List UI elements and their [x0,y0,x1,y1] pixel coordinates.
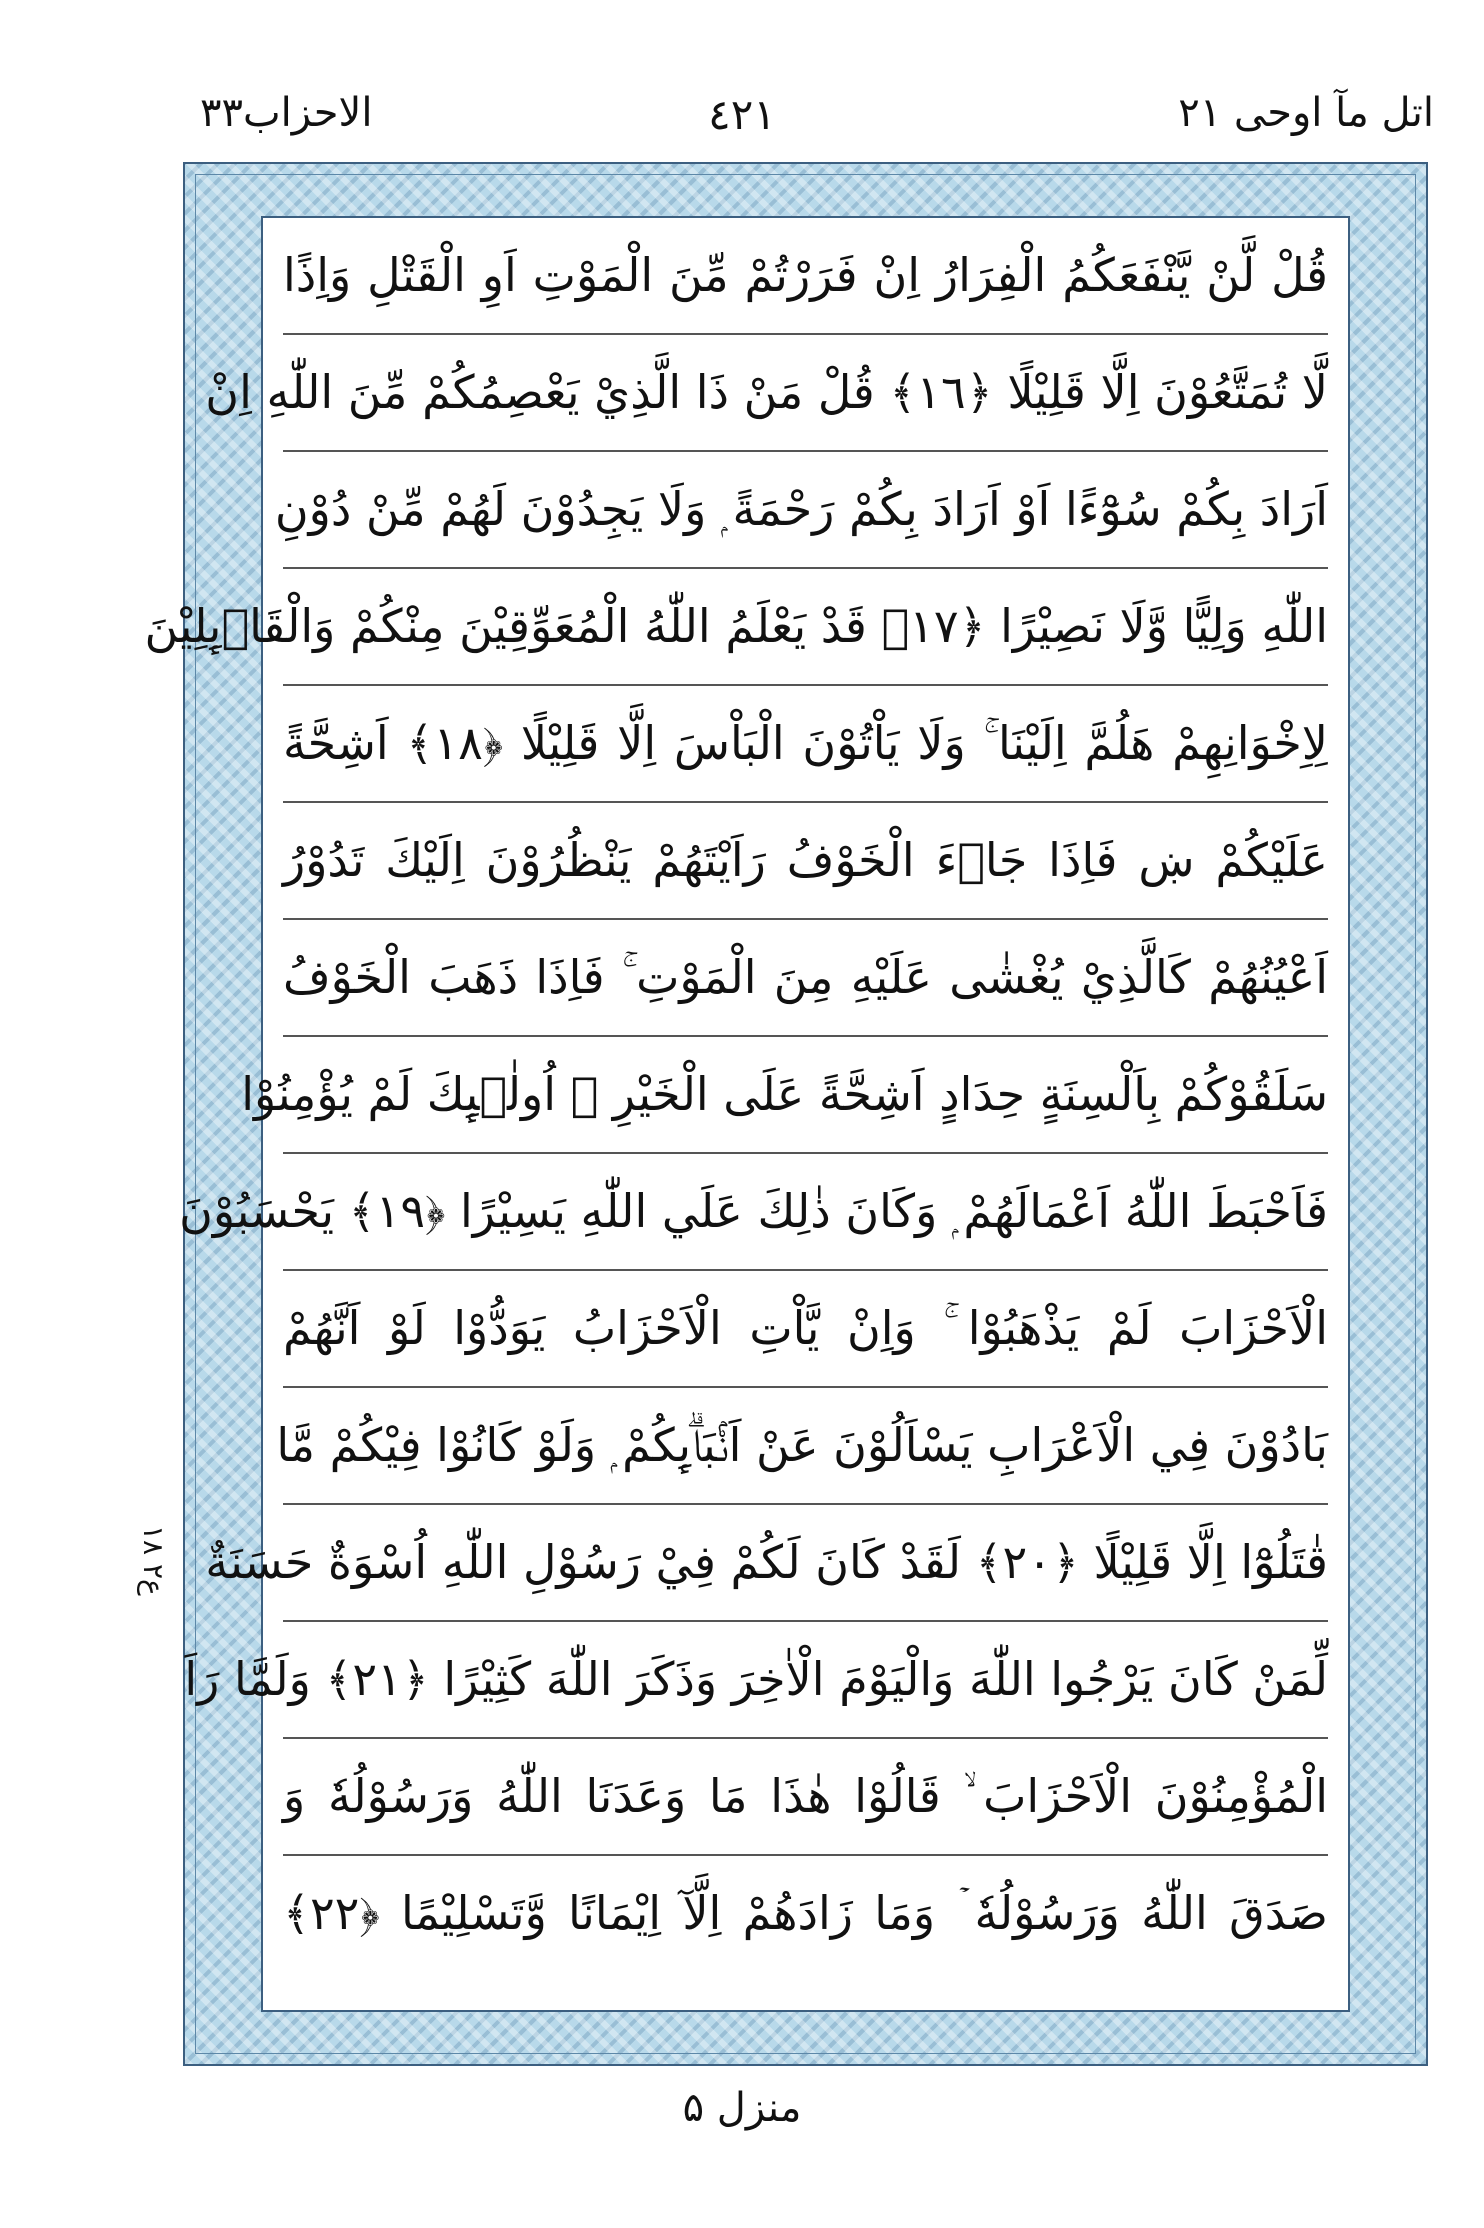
verse-line: عَلَيْكُمْ ښ فَاِذَا جَاۗءَ الْخَوْفُ رَاَيْتَهُمْ يَنْظُرُوْنَ اِلَيْكَ تَدُوْرُ [283,803,1328,920]
verse-line: لَّا تُمَتَّعُوْنَ اِلَّا قَلِيْلًا ﴿١٦﴾ قُلْ مَنْ ذَا الَّذِيْ يَعْصِمُكُمْ مِّنَ اللّٰهِ اِنْ [283,335,1328,452]
verse-line: فَاَحْبَطَ اللّٰهُ اَعْمَالَهُمْ ۭ وَكَانَ ذٰلِكَ عَلَي اللّٰهِ يَسِيْرًا ﴿١٩﴾ يَحْسَبُوْنَ [283,1154,1328,1271]
verse-line: قُلْ لَّنْ يَّنْفَعَكُمُ الْفِرَارُ اِنْ فَرَرْتُمْ مِّنَ الْمَوْتِ اَوِ الْقَتْلِ وَاِذًا [283,218,1328,335]
page-header [0,90,1484,150]
verse-line: اَعْيُنُهُمْ كَالَّذِيْ يُغْشٰى عَلَيْهِ مِنَ الْمَوْتِ ۚ فَاِذَا ذَهَبَ الْخَوْفُ [283,920,1328,1037]
verse-line: اَرَادَ بِكُمْ سُوْٓءًا اَوْ اَرَادَ بِكُمْ رَحْمَةً ۭ وَلَا يَجِدُوْنَ لَهُمْ مِّنْ دُوْنِ [283,452,1328,569]
verse-line: قٰتَلُوْٓا اِلَّا قَلِيْلًا ﴿٢٠﴾ لَقَدْ كَانَ لَكُمْ فِيْ رَسُوْلِ اللّٰهِ اُسْوَةٌ حَسَنَةٌ [283,1505,1328,1622]
verse-line: اللّٰهِ وَلِيًّا وَّلَا نَصِيْرًا ﴿١٧﴾ قَدْ يَعْلَمُ اللّٰهُ الْمُعَوِّقِيْنَ مِنْكُمْ وَالْقَاۗىِٕلِيْنَ [283,569,1328,686]
page-number: ٤٢١ [708,90,776,139]
juz-name: اتل مآ اوحی ۲۱ [1178,90,1434,136]
verse-line: لِّمَنْ كَانَ يَرْجُوا اللّٰهَ وَالْيَوْمَ الْاٰخِرَ وَذَكَرَ اللّٰهَ كَثِيْرًا ﴿٢١﴾ وَلَمَّا رَاَ [283,1622,1328,1739]
verse-line: سَلَقُوْكُمْ بِاَلْسِنَةٍ حِدَادٍ اَشِحَّةً عَلَى الْخَيْرِ ۭ اُولٰۗىِٕكَ لَمْ يُؤْمِنُوْا [283,1037,1328,1154]
manzil-label: منزل ۵ [682,2085,802,2131]
verse-line: الْاَحْزَابَ لَمْ يَذْهَبُوْا ۚ وَاِنْ يَّاْتِ الْاَحْزَابُ يَوَدُّوْا لَوْ اَنَّهُمْ [283,1271,1328,1388]
verse-line: لِاِخْوَانِهِمْ هَلُمَّ اِلَيْنَا ۚ وَلَا يَاْتُوْنَ الْبَاْسَ اِلَّا قَلِيْلًا ﴿١٨﴾ اَشِحَّةً [283,686,1328,803]
verse-line: بَادُوْنَ فِي الْاَعْرَابِ يَسْاَلُوْنَ عَنْ اَنْۢبَاۗىِٕكُمْ ۭ وَلَوْ كَانُوْا فِيْكُمْ مَّا [283,1388,1328,1505]
verse-line: الْمُؤْمِنُوْنَ الْاَحْزَابَ ۙ قَالُوْا ھٰذَا مَا وَعَدَنَا اللّٰهُ وَرَسُوْلُهٗ وَ [283,1739,1328,1856]
verse-line: صَدَقَ اللّٰهُ وَرَسُوْلُهٗ ۡ وَمَا زَادَهُمْ اِلَّآ اِيْمَانًا وَّتَسْلِيْمًا ﴿٢٢﴾ [283,1886,1328,1940]
surah-name: الاحزاب٣٣ [200,90,373,136]
ruku-marker: ع۲ ۱۸ [137,1525,170,1596]
